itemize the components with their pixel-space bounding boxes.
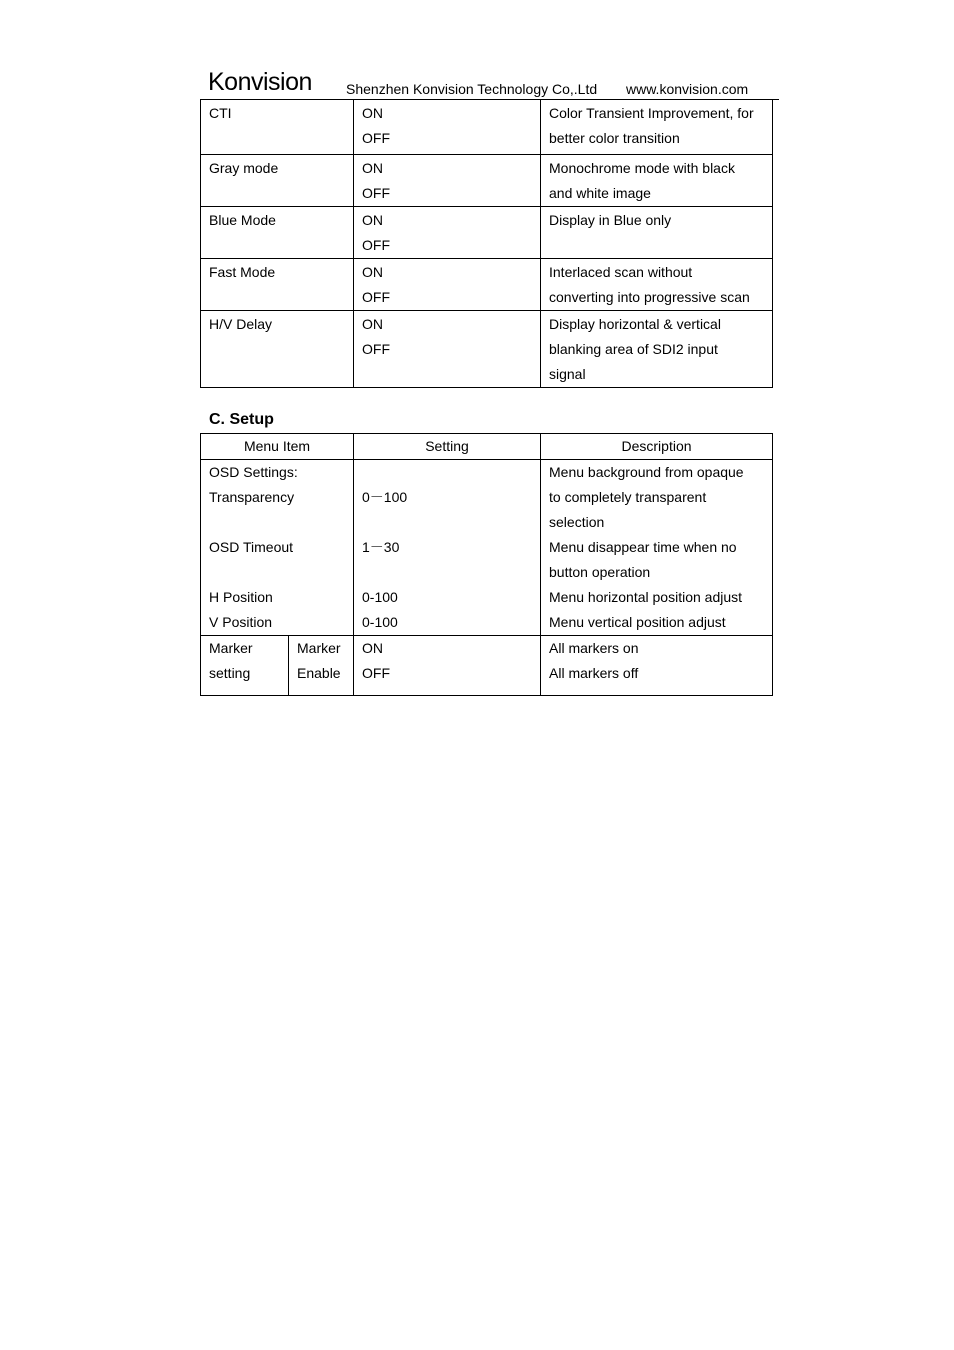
table-row: [201, 636, 773, 696]
cell-line: Color Transient Improvement, for: [549, 105, 754, 121]
column-header-description: Description: [541, 434, 773, 460]
table-header-row: [201, 434, 773, 460]
cell-line: [209, 560, 345, 585]
cell-line: better color transition: [549, 130, 680, 146]
description-cell: [541, 636, 773, 696]
cell-line: ON: [362, 160, 383, 176]
cell-line: Menu disappear time when no: [549, 539, 737, 555]
setting-cell: [354, 155, 541, 207]
menu-item-cell: [201, 460, 354, 636]
cell-line: [362, 560, 532, 585]
cell-line: 0-100: [362, 614, 398, 630]
column-header-menu-item: Menu Item: [201, 434, 354, 460]
setting-cell: [354, 207, 541, 259]
cell-line: Enable: [297, 665, 341, 681]
menu-item-cell: [201, 155, 354, 207]
menu-item-cell: [201, 636, 289, 696]
cell-line: converting into progressive scan: [549, 289, 750, 305]
cell-line: and white image: [549, 185, 651, 201]
setting-cell: [354, 460, 541, 636]
cell-line: [209, 510, 345, 535]
cell-line: Menu background from opaque: [549, 464, 744, 480]
setting-cell: [354, 311, 541, 388]
setting-cell: [354, 100, 541, 155]
cell-line: Marker: [297, 640, 341, 656]
table-row: [201, 259, 773, 311]
cell-line: OFF: [362, 665, 391, 681]
menu-item-cell: [201, 311, 354, 388]
cell-line: OFF: [362, 185, 390, 201]
menu-item-cell: [201, 207, 354, 259]
setting-cell: [354, 259, 541, 311]
description-cell: [541, 311, 773, 388]
cell-line: Fast Mode: [209, 264, 276, 280]
cell-line: OFF: [362, 341, 390, 357]
settings-table-continued: [200, 99, 773, 388]
cell-line: All markers on: [549, 640, 639, 656]
cell-line: Display horizontal & vertical: [549, 316, 721, 332]
sub-item-cell: [289, 636, 354, 696]
cell-line: Transparency: [209, 489, 295, 505]
cell-line: All markers off: [549, 665, 639, 681]
cell-line: selection: [549, 514, 605, 530]
cell-line: Gray mode: [209, 160, 279, 176]
section-title: C. Setup: [209, 411, 274, 428]
page-header: [200, 66, 779, 100]
cell-line: [362, 510, 532, 535]
table-row: [201, 155, 773, 207]
cell-line: Menu vertical position adjust: [549, 614, 726, 630]
cell-line: to completely transparent: [549, 489, 707, 505]
description-cell: [541, 155, 773, 207]
cell-line: Monochrome mode with black: [549, 160, 735, 176]
cell-line: OFF: [362, 289, 390, 305]
cell-line: OFF: [362, 130, 390, 146]
table-row: [201, 207, 773, 259]
cell-line: Display in Blue only: [549, 212, 672, 228]
cell-line: H Position: [209, 589, 273, 605]
website-url: www.konvision.com: [626, 81, 749, 97]
menu-item-cell: [201, 100, 354, 155]
cell-line: ON: [362, 264, 383, 280]
cell-line: Interlaced scan without: [549, 264, 693, 280]
cell-line: V Position: [209, 614, 273, 630]
cell-line: [362, 460, 532, 485]
cell-line: OSD Settings:: [209, 464, 298, 480]
cell-line: OFF: [362, 237, 390, 253]
konvision-logo: Konvision: [208, 68, 312, 96]
cell-line: 0－100: [362, 489, 408, 505]
cell-line: button operation: [549, 564, 651, 580]
table-row: [201, 460, 773, 636]
cell-line: 0-100: [362, 589, 398, 605]
company-name: Shenzhen Konvision Technology Co,.Ltd: [346, 81, 598, 97]
cell-line: signal: [549, 366, 586, 382]
cell-line: ON: [362, 105, 383, 121]
setup-table: [200, 433, 773, 696]
description-cell: [541, 207, 773, 259]
cell-line: ON: [362, 316, 383, 332]
menu-item-cell: [201, 259, 354, 311]
table-row: [201, 311, 773, 388]
cell-line: 1－30: [362, 539, 400, 555]
cell-line: CTI: [209, 105, 232, 121]
cell-line: ON: [362, 640, 384, 656]
cell-line: H/V Delay: [209, 316, 273, 332]
description-cell: [541, 259, 773, 311]
cell-line: setting: [209, 665, 251, 681]
cell-line: Blue Mode: [209, 212, 276, 228]
column-header-setting: Setting: [354, 434, 541, 460]
setting-cell: [354, 636, 541, 696]
description-cell: [541, 100, 773, 155]
table-row: [201, 100, 773, 155]
cell-line: OSD Timeout: [209, 539, 294, 555]
cell-line: ON: [362, 212, 383, 228]
description-cell: [541, 460, 773, 636]
cell-line: blanking area of SDI2 input: [549, 341, 718, 357]
cell-line: Menu horizontal position adjust: [549, 589, 743, 605]
cell-line: Marker: [209, 640, 253, 656]
